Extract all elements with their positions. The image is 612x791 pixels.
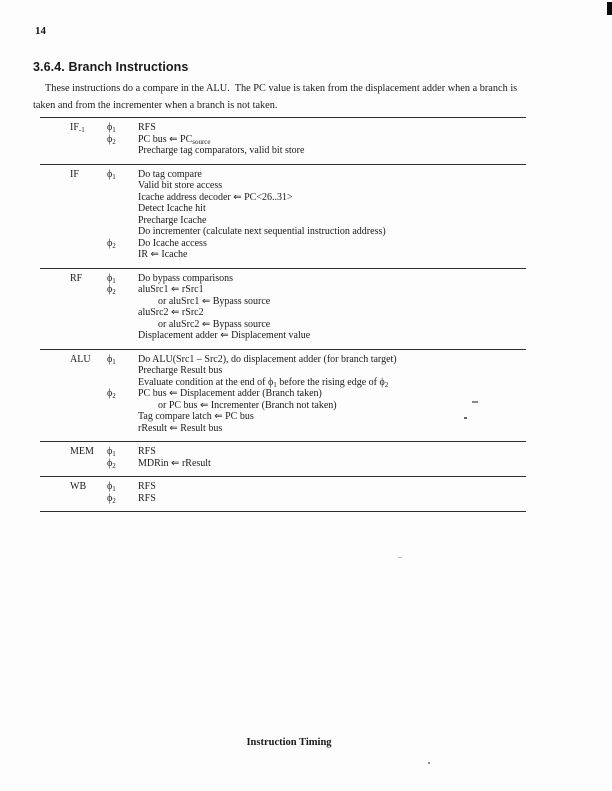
stage-label: IF — [70, 168, 79, 180]
table-section — [40, 441, 526, 476]
scan-corner-mark — [607, 2, 612, 15]
timing-line: aluSrc1 ⇐ rSrc1 — [138, 284, 204, 295]
phase-label: $\phi_2$ — [107, 457, 116, 470]
timing-line: Tag compare latch ⇐ PC bus — [138, 411, 254, 422]
phase-label: $\phi_2$ — [107, 388, 116, 400]
timing-line: Do ALU(Src1 – Src2), do displacement adder (for branch target) — [138, 353, 397, 365]
phase-label: $\phi_2$ — [107, 237, 116, 250]
phase-label: $\phi_1$ — [107, 481, 116, 493]
phase-lines — [138, 134, 526, 157]
timing-line: PC bus ⇐ $PC_{source}$ — [138, 133, 211, 146]
timing-line: PC bus ⇐ Displacement adder (Branch taken) — [138, 388, 322, 399]
section-heading: 3.6.4. Branch Instructions — [33, 60, 189, 74]
stage-label: $IF_{-1}$ — [70, 122, 85, 134]
table-row — [40, 458, 526, 470]
table-row — [40, 273, 526, 285]
phase-label: $\phi_1$ — [107, 446, 116, 458]
table-row — [40, 284, 526, 342]
phase-lines — [138, 238, 526, 261]
table-row — [40, 446, 526, 458]
timing-line: RFS — [138, 446, 156, 457]
timing-line: Precharge tag comparators, valid bit store — [138, 145, 305, 156]
timing-line: Do tag compare — [138, 168, 202, 180]
phase-lines — [138, 273, 526, 285]
timing-line: Displacement adder ⇐ Displacement value — [138, 330, 311, 341]
scan-speck — [472, 401, 478, 403]
scan-speck — [464, 417, 467, 419]
phase-label: $\phi_1$ — [107, 353, 116, 366]
phase-label: $\phi_1$ — [107, 272, 116, 285]
table-row — [40, 238, 526, 261]
phase-lines — [138, 169, 526, 238]
stage-label: RF — [70, 272, 83, 284]
phase-label: $\phi_1$ — [107, 122, 116, 134]
phase-lines — [138, 354, 526, 389]
timing-line: Evaluate condition at the end of $\phi_1$ before the rising edge of $\phi_2$ — [138, 376, 389, 389]
timing-line: MDRin ⇐ rResult — [138, 457, 211, 469]
timing-line: rResult ⇐ Result bus — [138, 422, 223, 434]
phase-lines — [138, 481, 526, 493]
table-row — [40, 388, 526, 434]
timing-line: Icache address decoder ⇐ PC<26..31> — [138, 191, 293, 203]
timing-line: RFS — [138, 481, 156, 492]
timing-line: Precharge Result bus — [138, 365, 223, 376]
table-section — [40, 164, 526, 268]
phase-lines — [138, 458, 526, 470]
phase-lines — [138, 493, 526, 505]
timing-line: IR ⇐ Icache — [138, 249, 188, 260]
stage-label: WB — [70, 481, 87, 492]
table-row — [40, 169, 526, 238]
timing-line: Precharge Icache — [138, 214, 207, 226]
footer-title: Instruction Timing — [246, 737, 332, 748]
table-row — [40, 354, 526, 389]
table-row — [40, 481, 526, 493]
timing-line: or PC bus ⇐ Incrementer (Branch not taken) — [138, 399, 337, 411]
phase-lines — [138, 446, 526, 458]
phase-label: $\phi_2$ — [107, 284, 116, 296]
stage-label: MEM — [70, 446, 94, 457]
phase-lines — [138, 122, 526, 134]
phase-lines — [138, 284, 526, 342]
table-row — [40, 493, 526, 505]
timing-line: Do bypass comparisons — [138, 272, 233, 284]
phase-label: $\phi_2$ — [107, 492, 116, 505]
table-section — [40, 349, 526, 442]
intro-paragraph — [33, 80, 558, 114]
timing-line: or aluSrc1 ⇐ Bypass source — [138, 295, 271, 307]
timing-line: or aluSrc2 ⇐ Bypass source — [138, 318, 271, 330]
intro-line: taken and from the incrementer when a branch is not taken. — [33, 100, 278, 111]
table-row — [40, 134, 526, 157]
timing-line: RFS — [138, 492, 156, 504]
phase-label: $\phi_1$ — [107, 168, 116, 181]
timing-line: Do Icache access — [138, 237, 207, 249]
table-row — [40, 122, 526, 134]
timing-line: Detect Icache hit — [138, 203, 206, 214]
table-section — [40, 476, 526, 511]
page-number: 14 — [35, 25, 46, 37]
timing-line: Valid bit store access — [138, 180, 223, 191]
phase-label: $\phi_2$ — [107, 133, 116, 146]
table-section — [40, 268, 526, 349]
table-section — [40, 117, 526, 164]
stage-label: ALU — [70, 353, 91, 365]
table-bottom-rule — [40, 511, 526, 512]
intro-line: These instructions do a compare in the ALU. The PC value is taken from the displacement adder when a branch is — [45, 83, 518, 94]
scan-speck — [398, 557, 402, 558]
timing-line: aluSrc2 ⇐ rSrc2 — [138, 307, 204, 318]
phase-lines — [138, 388, 526, 434]
scan-speck — [428, 762, 430, 764]
timing-table — [40, 117, 526, 512]
timing-line: Do incrementer (calculate next sequential instruction address) — [138, 226, 386, 237]
timing-line: RFS — [138, 122, 156, 133]
